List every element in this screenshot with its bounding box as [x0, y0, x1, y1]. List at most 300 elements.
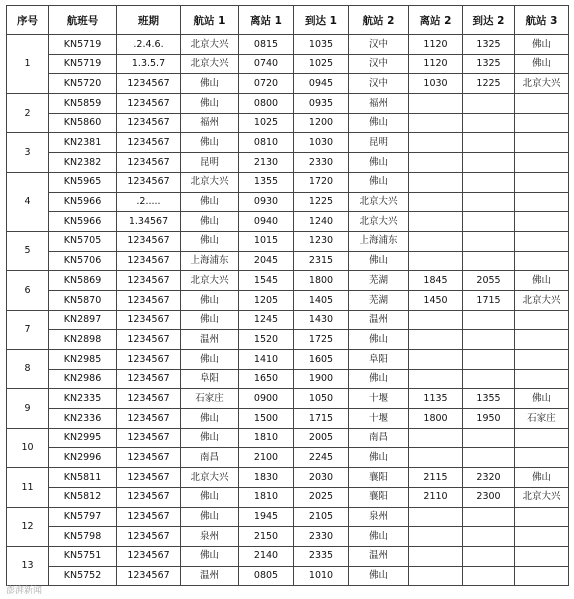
station-1-cell: 温州	[181, 566, 239, 586]
arrive-2-cell	[463, 310, 515, 330]
schedule-days-cell: 1234567	[117, 113, 181, 133]
depart-1-cell: 1015	[239, 231, 294, 251]
schedule-days-cell: 1234567	[117, 74, 181, 94]
arrive-2-cell	[463, 113, 515, 133]
station-2-cell: 汉中	[349, 74, 409, 94]
station-1-cell: 佛山	[181, 133, 239, 153]
depart-2-cell	[409, 566, 463, 586]
depart-2-cell	[409, 310, 463, 330]
station-3-cell	[515, 428, 569, 448]
depart-2-cell	[409, 448, 463, 468]
depart-2-cell: 1120	[409, 35, 463, 55]
flight-no-cell: KN5752	[49, 566, 117, 586]
arrive-1-cell: 1720	[294, 172, 349, 192]
flight-no-cell: KN5860	[49, 113, 117, 133]
station-2-cell: 温州	[349, 546, 409, 566]
arrive-2-cell	[463, 369, 515, 389]
flight-no-cell: KN5811	[49, 468, 117, 488]
schedule-days-cell: 1234567	[117, 153, 181, 173]
station-2-cell: 汉中	[349, 35, 409, 55]
depart-2-cell: 1450	[409, 290, 463, 310]
station-2-cell: 阜阳	[349, 350, 409, 370]
arrive-1-cell: 2330	[294, 527, 349, 547]
arrive-1-cell: 2315	[294, 251, 349, 271]
depart-1-cell: 0815	[239, 35, 294, 55]
station-1-cell: 北京大兴	[181, 271, 239, 291]
header-depart-2: 离站 2	[409, 6, 463, 35]
station-1-cell: 佛山	[181, 507, 239, 527]
depart-2-cell	[409, 153, 463, 173]
depart-2-cell: 1135	[409, 389, 463, 409]
flight-no-cell: KN2985	[49, 350, 117, 370]
schedule-days-cell: .2.4.6.	[117, 35, 181, 55]
table-row	[7, 113, 569, 133]
station-1-cell: 福州	[181, 113, 239, 133]
flight-no-cell: KN2336	[49, 409, 117, 429]
station-2-cell: 福州	[349, 94, 409, 114]
depart-1-cell: 1945	[239, 507, 294, 527]
station-1-cell: 北京大兴	[181, 468, 239, 488]
arrive-1-cell: 1050	[294, 389, 349, 409]
arrive-1-cell: 2245	[294, 448, 349, 468]
arrive-2-cell	[463, 94, 515, 114]
station-1-cell: 北京大兴	[181, 54, 239, 74]
schedule-days-cell: 1.3.5.7	[117, 54, 181, 74]
depart-2-cell: 1845	[409, 271, 463, 291]
arrive-2-cell	[463, 428, 515, 448]
depart-1-cell: 0740	[239, 54, 294, 74]
station-2-cell: 上海浦东	[349, 231, 409, 251]
station-2-cell: 十堰	[349, 409, 409, 429]
station-2-cell: 北京大兴	[349, 192, 409, 212]
arrive-1-cell: 1240	[294, 212, 349, 232]
seq-cell: 5	[7, 231, 49, 270]
depart-2-cell	[409, 369, 463, 389]
header-schedule-days: 班期	[117, 6, 181, 35]
station-1-cell: 温州	[181, 330, 239, 350]
station-3-cell	[515, 192, 569, 212]
station-3-cell: 佛山	[515, 468, 569, 488]
header-station-1: 航站 1	[181, 6, 239, 35]
schedule-days-cell: 1234567	[117, 428, 181, 448]
arrive-2-cell	[463, 133, 515, 153]
depart-1-cell: 0805	[239, 566, 294, 586]
station-1-cell: 北京大兴	[181, 172, 239, 192]
arrive-2-cell: 2055	[463, 271, 515, 291]
schedule-days-cell: 1234567	[117, 507, 181, 527]
flight-schedule-table	[6, 5, 569, 586]
arrive-1-cell: 1025	[294, 54, 349, 74]
depart-1-cell: 1500	[239, 409, 294, 429]
table-row	[7, 448, 569, 468]
arrive-1-cell: 1010	[294, 566, 349, 586]
depart-1-cell: 0930	[239, 192, 294, 212]
table-row	[7, 389, 569, 409]
arrive-2-cell	[463, 448, 515, 468]
station-3-cell: 北京大兴	[515, 487, 569, 507]
station-2-cell: 佛山	[349, 448, 409, 468]
flight-no-cell: KN2996	[49, 448, 117, 468]
station-3-cell	[515, 113, 569, 133]
depart-2-cell: 1800	[409, 409, 463, 429]
depart-2-cell	[409, 428, 463, 448]
station-2-cell: 佛山	[349, 113, 409, 133]
station-3-cell	[515, 251, 569, 271]
schedule-days-cell: 1234567	[117, 566, 181, 586]
flight-no-cell: KN5870	[49, 290, 117, 310]
flight-no-cell: KN5798	[49, 527, 117, 547]
station-2-cell: 佛山	[349, 527, 409, 547]
station-3-cell: 石家庄	[515, 409, 569, 429]
arrive-1-cell: 1725	[294, 330, 349, 350]
table-row	[7, 271, 569, 291]
arrive-1-cell: 1030	[294, 133, 349, 153]
schedule-days-cell: 1234567	[117, 546, 181, 566]
depart-1-cell: 2100	[239, 448, 294, 468]
flight-no-cell: KN5720	[49, 74, 117, 94]
station-3-cell: 北京大兴	[515, 290, 569, 310]
arrive-1-cell: 1900	[294, 369, 349, 389]
depart-1-cell: 0940	[239, 212, 294, 232]
table-row	[7, 527, 569, 547]
header-arrive-2: 到达 2	[463, 6, 515, 35]
depart-1-cell: 1410	[239, 350, 294, 370]
arrive-2-cell	[463, 330, 515, 350]
depart-1-cell: 1520	[239, 330, 294, 350]
seq-cell: 6	[7, 271, 49, 310]
station-3-cell	[515, 133, 569, 153]
depart-2-cell	[409, 212, 463, 232]
depart-1-cell: 1810	[239, 487, 294, 507]
depart-1-cell: 0800	[239, 94, 294, 114]
arrive-2-cell	[463, 231, 515, 251]
flight-no-cell: KN2898	[49, 330, 117, 350]
arrive-1-cell: 2005	[294, 428, 349, 448]
flight-no-cell: KN5965	[49, 172, 117, 192]
table-row	[7, 133, 569, 153]
header-station-2: 航站 2	[349, 6, 409, 35]
schedule-days-cell: 1234567	[117, 350, 181, 370]
depart-1-cell: 0720	[239, 74, 294, 94]
station-1-cell: 佛山	[181, 409, 239, 429]
table-row	[7, 172, 569, 192]
station-3-cell	[515, 350, 569, 370]
depart-1-cell: 2130	[239, 153, 294, 173]
station-1-cell: 佛山	[181, 546, 239, 566]
arrive-1-cell: 1430	[294, 310, 349, 330]
arrive-1-cell: 1225	[294, 192, 349, 212]
station-3-cell: 佛山	[515, 54, 569, 74]
seq-cell: 8	[7, 350, 49, 389]
station-2-cell: 温州	[349, 310, 409, 330]
arrive-1-cell: 1230	[294, 231, 349, 251]
flight-no-cell: KN5751	[49, 546, 117, 566]
station-3-cell	[515, 448, 569, 468]
flight-no-cell: KN5797	[49, 507, 117, 527]
arrive-1-cell: 2025	[294, 487, 349, 507]
depart-1-cell: 1245	[239, 310, 294, 330]
depart-2-cell: 1030	[409, 74, 463, 94]
station-2-cell: 佛山	[349, 566, 409, 586]
schedule-days-cell: 1234567	[117, 310, 181, 330]
header-seq: 序号	[7, 6, 49, 35]
arrive-1-cell: 0935	[294, 94, 349, 114]
table-body	[7, 35, 569, 586]
seq-cell: 2	[7, 94, 49, 133]
schedule-days-cell: 1234567	[117, 290, 181, 310]
table-row	[7, 231, 569, 251]
table-row	[7, 566, 569, 586]
seq-cell: 11	[7, 468, 49, 507]
table-row	[7, 192, 569, 212]
depart-1-cell: 1545	[239, 271, 294, 291]
station-3-cell	[515, 172, 569, 192]
station-1-cell: 佛山	[181, 74, 239, 94]
station-1-cell: 泉州	[181, 527, 239, 547]
seq-cell: 1	[7, 35, 49, 94]
schedule-days-cell: 1234567	[117, 231, 181, 251]
arrive-2-cell: 1325	[463, 54, 515, 74]
arrive-1-cell: 1405	[294, 290, 349, 310]
arrive-1-cell: 0945	[294, 74, 349, 94]
schedule-days-cell: 1234567	[117, 271, 181, 291]
depart-2-cell	[409, 330, 463, 350]
schedule-days-cell: 1234567	[117, 468, 181, 488]
flight-no-cell: KN5812	[49, 487, 117, 507]
table-row	[7, 310, 569, 330]
depart-1-cell: 0900	[239, 389, 294, 409]
depart-2-cell	[409, 527, 463, 547]
header-station-3: 航站 3	[515, 6, 569, 35]
arrive-1-cell: 2105	[294, 507, 349, 527]
station-2-cell: 佛山	[349, 172, 409, 192]
arrive-2-cell: 1950	[463, 409, 515, 429]
header-flight-no: 航班号	[49, 6, 117, 35]
depart-1-cell: 1650	[239, 369, 294, 389]
depart-1-cell: 1355	[239, 172, 294, 192]
arrive-1-cell: 1605	[294, 350, 349, 370]
depart-2-cell	[409, 350, 463, 370]
station-3-cell	[515, 153, 569, 173]
station-3-cell	[515, 507, 569, 527]
station-3-cell	[515, 527, 569, 547]
depart-1-cell: 2140	[239, 546, 294, 566]
arrive-2-cell: 1715	[463, 290, 515, 310]
arrive-2-cell	[463, 251, 515, 271]
station-3-cell	[515, 369, 569, 389]
table-row	[7, 251, 569, 271]
table-row	[7, 153, 569, 173]
arrive-2-cell	[463, 192, 515, 212]
flight-no-cell: KN2335	[49, 389, 117, 409]
station-3-cell	[515, 94, 569, 114]
depart-2-cell: 2115	[409, 468, 463, 488]
arrive-2-cell	[463, 172, 515, 192]
arrive-2-cell: 2320	[463, 468, 515, 488]
seq-cell: 4	[7, 172, 49, 231]
flight-no-cell: KN5719	[49, 54, 117, 74]
station-1-cell: 佛山	[181, 350, 239, 370]
station-2-cell: 襄阳	[349, 468, 409, 488]
arrive-2-cell: 1355	[463, 389, 515, 409]
schedule-days-cell: 1234567	[117, 409, 181, 429]
arrive-1-cell: 1200	[294, 113, 349, 133]
station-1-cell: 佛山	[181, 231, 239, 251]
station-2-cell: 北京大兴	[349, 212, 409, 232]
station-1-cell: 佛山	[181, 192, 239, 212]
station-2-cell: 泉州	[349, 507, 409, 527]
station-1-cell: 石家庄	[181, 389, 239, 409]
arrive-2-cell	[463, 546, 515, 566]
station-3-cell	[515, 330, 569, 350]
arrive-2-cell: 2300	[463, 487, 515, 507]
table-header-row	[7, 6, 569, 35]
station-3-cell	[515, 566, 569, 586]
station-1-cell: 佛山	[181, 212, 239, 232]
table-row	[7, 369, 569, 389]
schedule-days-cell: 1234567	[117, 448, 181, 468]
station-2-cell: 佛山	[349, 369, 409, 389]
station-1-cell: 北京大兴	[181, 35, 239, 55]
depart-2-cell: 1120	[409, 54, 463, 74]
table-row	[7, 468, 569, 488]
arrive-2-cell	[463, 212, 515, 232]
depart-1-cell: 1205	[239, 290, 294, 310]
depart-2-cell	[409, 94, 463, 114]
table-row	[7, 409, 569, 429]
station-3-cell	[515, 212, 569, 232]
station-2-cell: 汉中	[349, 54, 409, 74]
table-row	[7, 94, 569, 114]
seq-cell: 10	[7, 428, 49, 467]
seq-cell: 9	[7, 389, 49, 428]
schedule-days-cell: 1234567	[117, 369, 181, 389]
station-1-cell: 佛山	[181, 487, 239, 507]
seq-cell: 7	[7, 310, 49, 349]
schedule-days-cell: 1234567	[117, 133, 181, 153]
table-row	[7, 35, 569, 55]
depart-2-cell	[409, 172, 463, 192]
station-1-cell: 佛山	[181, 290, 239, 310]
arrive-1-cell: 2330	[294, 153, 349, 173]
arrive-1-cell: 1715	[294, 409, 349, 429]
station-2-cell: 芜湖	[349, 290, 409, 310]
depart-2-cell	[409, 192, 463, 212]
depart-1-cell: 0810	[239, 133, 294, 153]
table-row	[7, 350, 569, 370]
flight-no-cell: KN2986	[49, 369, 117, 389]
depart-1-cell: 1810	[239, 428, 294, 448]
table-row	[7, 487, 569, 507]
table-row	[7, 212, 569, 232]
schedule-days-cell: 1234567	[117, 330, 181, 350]
table-row	[7, 290, 569, 310]
depart-1-cell: 2045	[239, 251, 294, 271]
schedule-days-cell: 1.34567	[117, 212, 181, 232]
station-2-cell: 佛山	[349, 330, 409, 350]
depart-2-cell	[409, 251, 463, 271]
schedule-days-cell: 1234567	[117, 172, 181, 192]
arrive-2-cell	[463, 350, 515, 370]
station-1-cell: 阜阳	[181, 369, 239, 389]
station-2-cell: 襄阳	[349, 487, 409, 507]
station-1-cell: 佛山	[181, 94, 239, 114]
arrive-2-cell	[463, 527, 515, 547]
arrive-2-cell	[463, 153, 515, 173]
station-2-cell: 佛山	[349, 153, 409, 173]
table-row	[7, 330, 569, 350]
arrive-1-cell: 1035	[294, 35, 349, 55]
arrive-1-cell: 2335	[294, 546, 349, 566]
arrive-1-cell: 1800	[294, 271, 349, 291]
station-3-cell	[515, 310, 569, 330]
schedule-days-cell: 1234567	[117, 94, 181, 114]
station-3-cell: 佛山	[515, 271, 569, 291]
flight-no-cell: KN2382	[49, 153, 117, 173]
depart-2-cell: 2110	[409, 487, 463, 507]
flight-no-cell: KN5859	[49, 94, 117, 114]
flight-no-cell: KN5966	[49, 212, 117, 232]
station-3-cell	[515, 546, 569, 566]
station-1-cell: 南昌	[181, 448, 239, 468]
station-1-cell: 佛山	[181, 428, 239, 448]
table-row	[7, 74, 569, 94]
arrive-2-cell: 1225	[463, 74, 515, 94]
table-row	[7, 546, 569, 566]
header-depart-1: 离站 1	[239, 6, 294, 35]
depart-2-cell	[409, 133, 463, 153]
watermark-logo: 澎湃新闻	[6, 586, 43, 596]
station-2-cell: 佛山	[349, 251, 409, 271]
seq-cell: 13	[7, 546, 49, 585]
station-1-cell: 上海浦东	[181, 251, 239, 271]
station-3-cell: 佛山	[515, 35, 569, 55]
schedule-days-cell: 1234567	[117, 487, 181, 507]
flight-no-cell: KN2995	[49, 428, 117, 448]
depart-1-cell: 1830	[239, 468, 294, 488]
depart-1-cell: 1025	[239, 113, 294, 133]
flight-no-cell: KN5719	[49, 35, 117, 55]
depart-2-cell	[409, 507, 463, 527]
header-arrive-1: 到达 1	[294, 6, 349, 35]
depart-2-cell	[409, 113, 463, 133]
depart-1-cell: 2150	[239, 527, 294, 547]
station-2-cell: 十堰	[349, 389, 409, 409]
schedule-days-cell: 1234567	[117, 251, 181, 271]
station-3-cell	[515, 231, 569, 251]
schedule-days-cell: .2.....	[117, 192, 181, 212]
flight-no-cell: KN5705	[49, 231, 117, 251]
station-1-cell: 佛山	[181, 310, 239, 330]
table-row	[7, 54, 569, 74]
flight-no-cell: KN2381	[49, 133, 117, 153]
seq-cell: 3	[7, 133, 49, 172]
depart-2-cell	[409, 546, 463, 566]
flight-no-cell: KN5706	[49, 251, 117, 271]
station-1-cell: 昆明	[181, 153, 239, 173]
station-2-cell: 芜湖	[349, 271, 409, 291]
seq-cell: 12	[7, 507, 49, 546]
station-3-cell: 佛山	[515, 389, 569, 409]
arrive-2-cell	[463, 507, 515, 527]
station-2-cell: 昆明	[349, 133, 409, 153]
table-row	[7, 428, 569, 448]
station-3-cell: 北京大兴	[515, 74, 569, 94]
schedule-days-cell: 1234567	[117, 389, 181, 409]
table-row	[7, 507, 569, 527]
flight-no-cell: KN5869	[49, 271, 117, 291]
depart-2-cell	[409, 231, 463, 251]
